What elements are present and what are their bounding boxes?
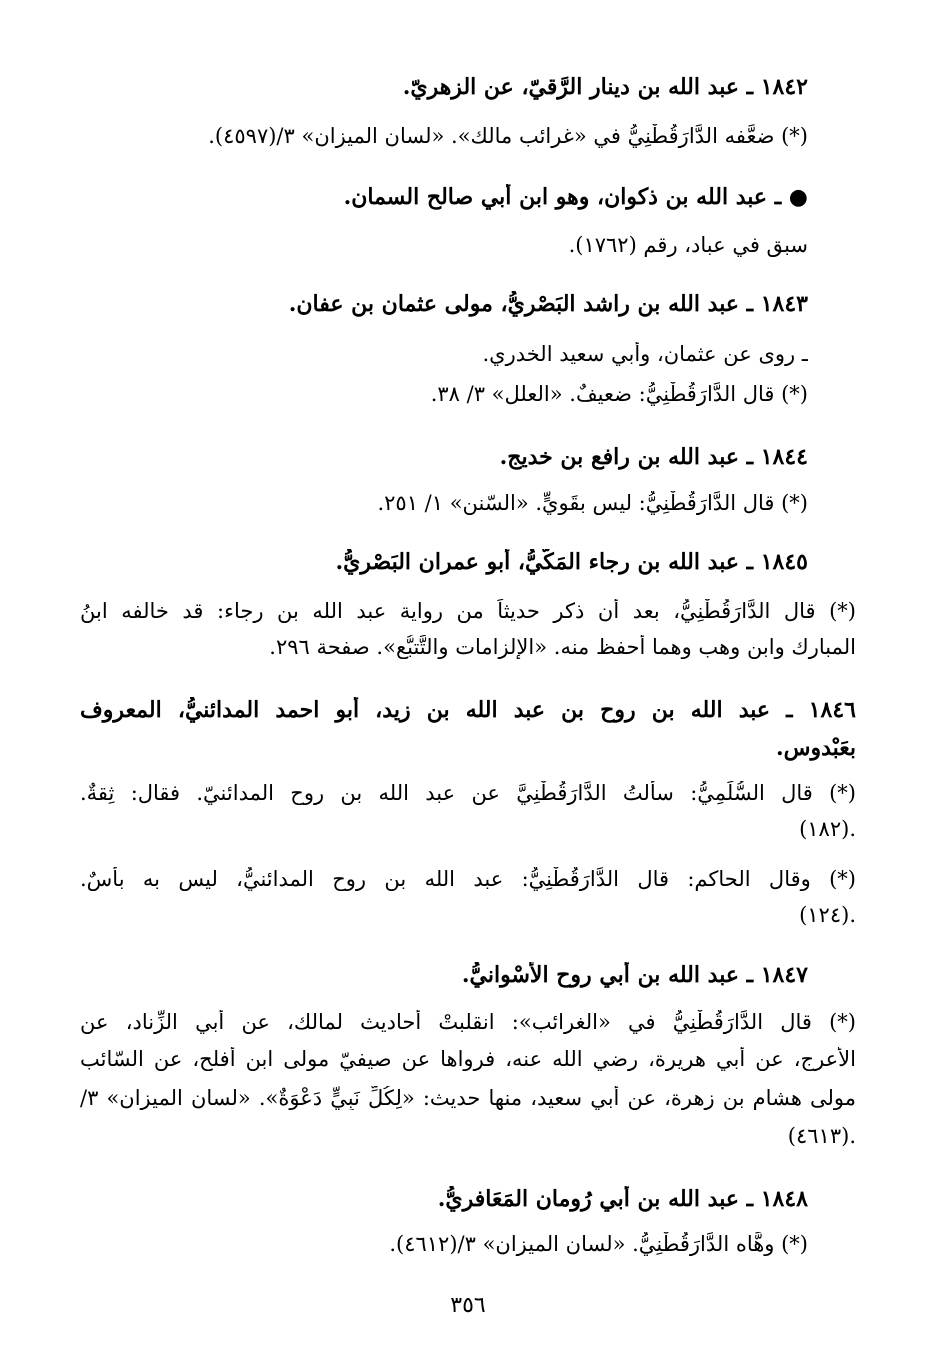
entry-1847-note-line-1: (*) قال الدَّارَقُطْنِيُّ في «الغرائب»: انقلبتْ أحاديث لمالك، عن أبي الزِّناد، عن — [80, 1010, 856, 1034]
entry-1847-note-line-4: (٤٦١٣). — [787, 1124, 856, 1148]
entry-1848-note: (*) وهَّاه الدَّارَقُطْنِيُّ. «لسان الميزان» ٣/(٤٦١٢). — [389, 1232, 808, 1256]
entry-1846-heading-line-2: بعَبْدوس. — [775, 735, 856, 761]
entry-1846-note-2-line-2: (١٢٤). — [799, 903, 856, 927]
entry-1846-note-2-line-1: (*) وقال الحاكم: قال الدَّارَقُطْنِيُّ: عبد الله بن روح المدائنيُّ، ليس به بأسٌ. — [80, 867, 856, 891]
entry-1848-heading: ١٨٤٨ ـ عبد الله بن أبي رُومان المَعَافريُّ. — [437, 1186, 808, 1212]
entry-1846-note-1-line-2: (١٨٢). — [799, 817, 856, 841]
entry-1844-heading: ١٨٤٤ ـ عبد الله بن رافع بن خديج. — [499, 444, 808, 470]
entry-1847-note-line-3: مولى هشام بن زهرة، عن أبي سعيد، منها حديث: «لِكُلِّ نَبِيٍّ دَعْوَةٌ». «لسان الميزان» ٣/ — [80, 1086, 856, 1110]
entry-1847-note-line-2: الأعرج، عن أبي هريرة، رضي الله عنه، فرواها عن صيفيّ مولى ابن أفلح، عن السّائب — [80, 1047, 856, 1071]
entry-1846-note-1-line-1: (*) قال السُّلَمِيُّ: سألتُ الدَّارَقُطْنِيَّ عن عبد الله بن روح المدائنيّ. فقال: ثِقةٌ. — [80, 781, 856, 805]
entry-1845-note-line-2: المبارك وابن وهب وهما أحفظ منه. «الإلزامات والتَّتبُّع». صفحة ٢٩٦. — [269, 635, 856, 659]
entry-1843-narration: ـ روى عن عثمان، وأبي سعيد الخدري. — [482, 342, 808, 366]
entry-1845-note-line-1: (*) قال الدَّارَقُطْنِيُّ، بعد أن ذكر حديثاً من رواية عبد الله بن رجاء: قد خالفه ابنُ — [80, 599, 856, 623]
entry-1845-heading: ١٨٤٥ ـ عبد الله بن رجاء المَكّيُّ، أبو عمران البَصْريُّ. — [335, 549, 808, 575]
entry-1844-note: (*) قال الدَّارَقُطْنِيُّ: ليس بقَوِيٍّ. «السّنن» ١/ ٢٥١. — [377, 491, 808, 515]
entry-1842-heading: ١٨٤٢ ـ عبد الله بن دينار الرَّقيّ، عن الزهريّ. — [402, 74, 808, 100]
entry-ibn-dhakwan-heading: ● ـ عبد الله بن ذكوان، وهو ابن أبي صالح السمان. — [343, 184, 808, 210]
page-number: ٣٥٦ — [450, 1293, 486, 1318]
entry-1843-heading: ١٨٤٣ ـ عبد الله بن راشد البَصْريُّ، مولى عثمان بن عفان. — [288, 291, 808, 317]
entry-1843-note: (*) قال الدَّارَقُطْنِيُّ: ضعيفٌ. «العلل» ٣/ ٣٨. — [430, 382, 808, 406]
entry-1846-heading-line-1: ١٨٤٦ ـ عبد الله بن روح بن عبد الله بن زيد، أبو احمد المدائنيُّ، المعروف — [80, 697, 856, 723]
entry-1847-heading: ١٨٤٧ ـ عبد الله بن أبي روح الأَسْوانيُّ. — [461, 962, 808, 988]
entry-1842-note: (*) ضعَّفه الدَّارَقُطْنِيُّ في «غرائب مالك». «لسان الميزان» ٣/(٤٥٩٧). — [208, 124, 808, 148]
entry-ibn-dhakwan-note: سبق في عباد، رقم (١٧٦٢). — [568, 233, 808, 257]
